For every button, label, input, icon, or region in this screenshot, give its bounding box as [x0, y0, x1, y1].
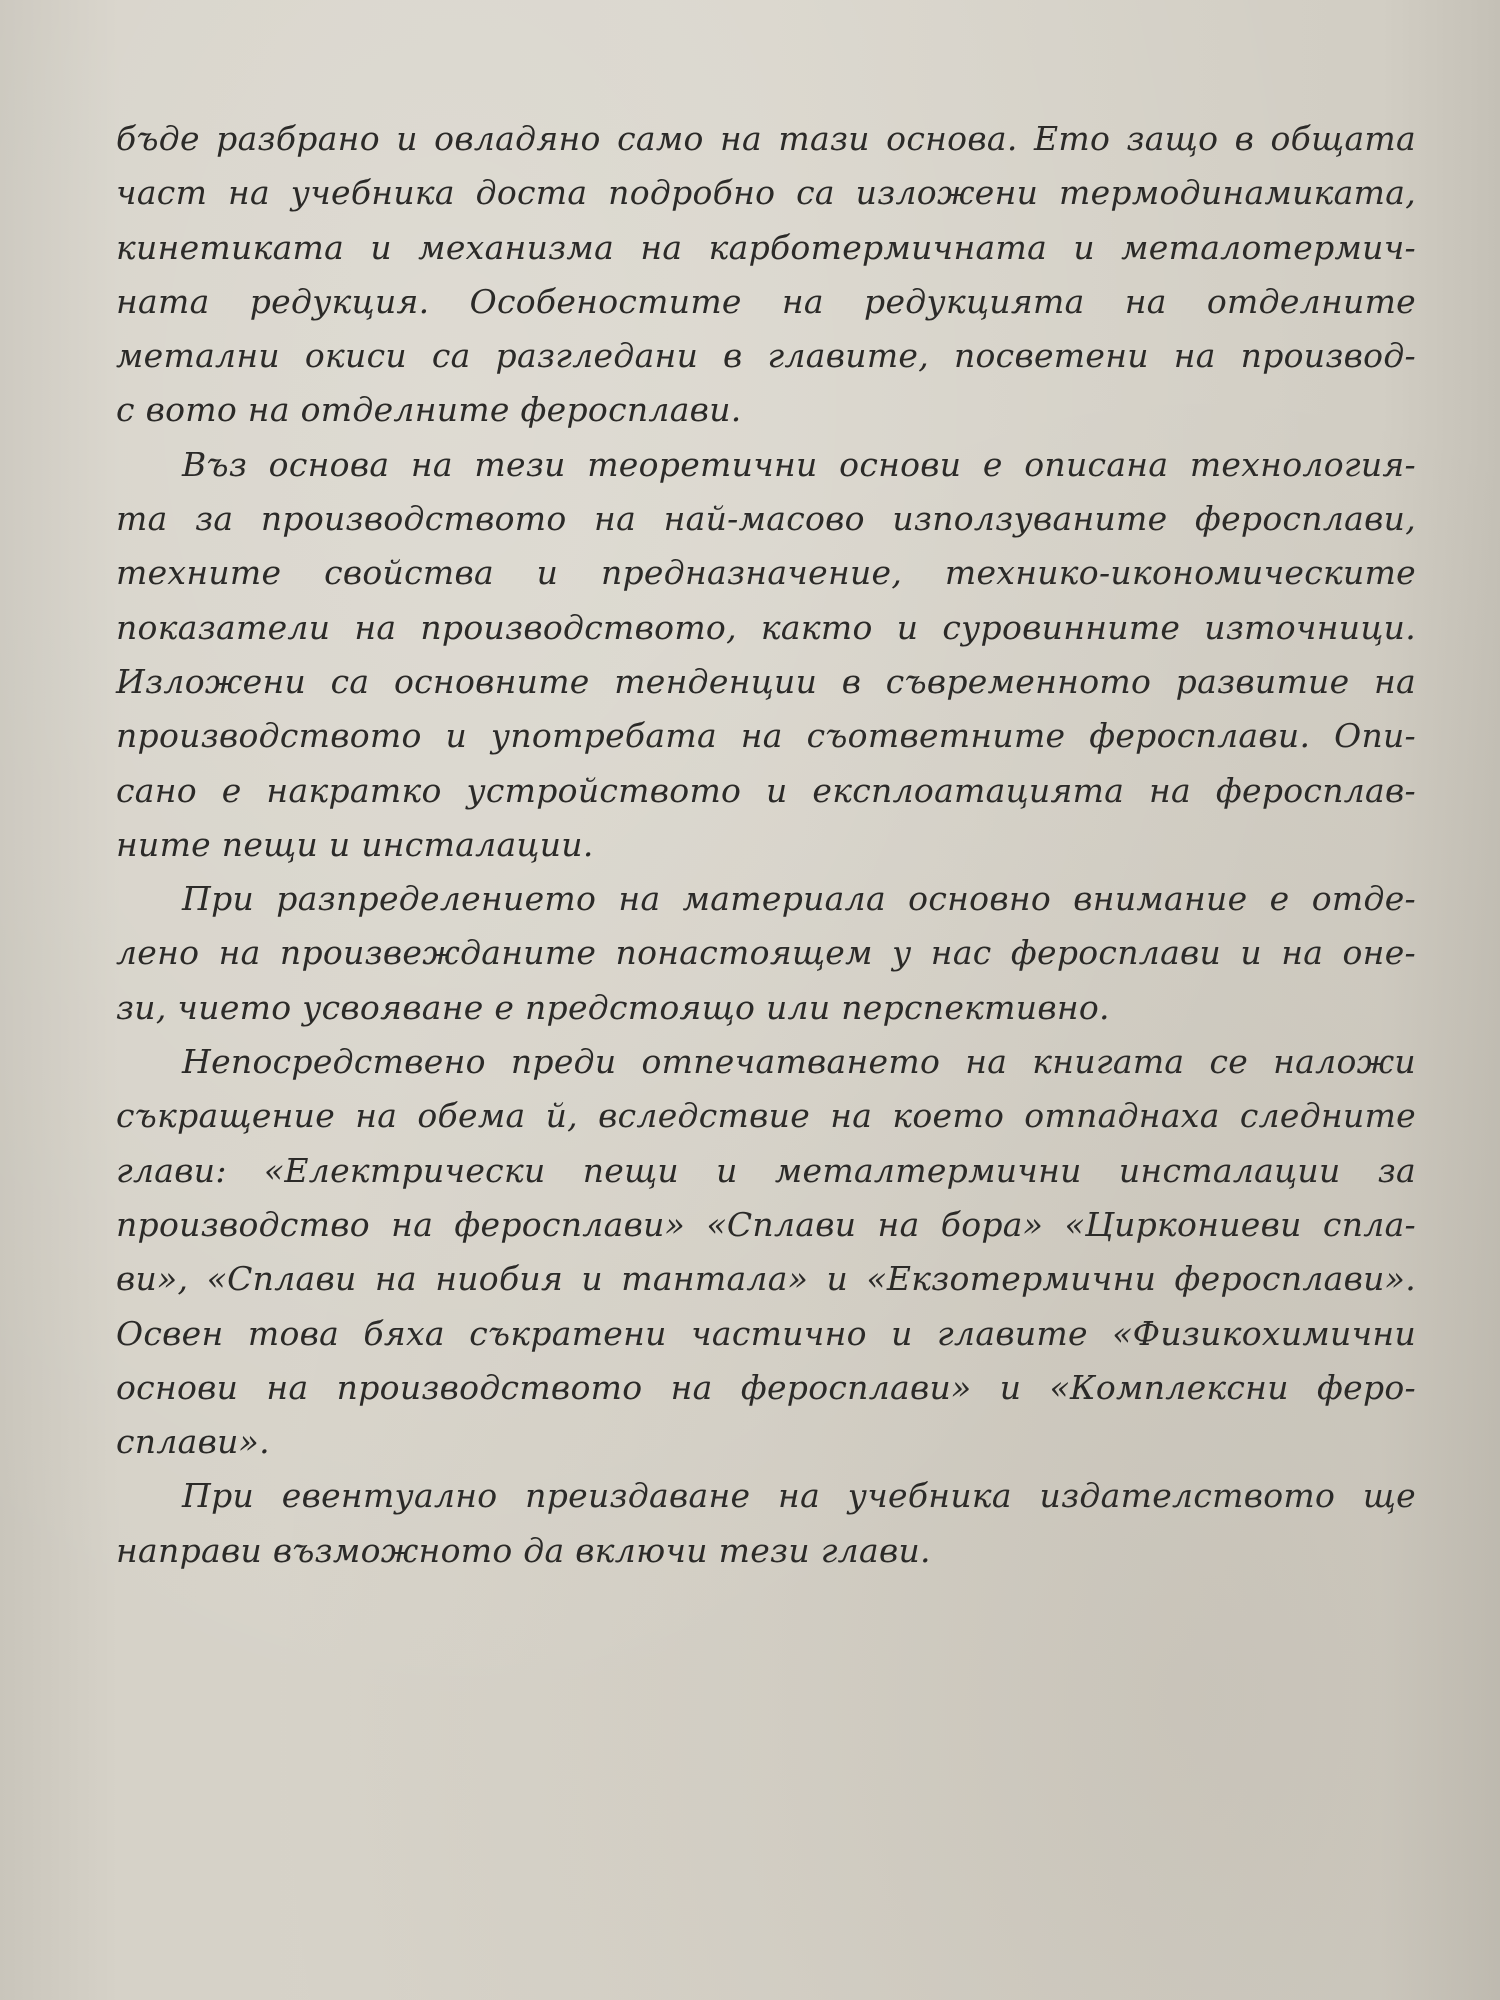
text-line: глави: «Електрически пещи и металтермични инсталации за [116, 1150, 1416, 1190]
text-line: ните пещи и инсталации. [116, 824, 594, 864]
text-line: метални окиси са разгледани в главите, посветени на производ- [116, 336, 1416, 376]
text-line: направи възможното да включи тези глави. [116, 1530, 931, 1570]
text-line: бъде разбрано и овладяно само на тази основа. Ето защо в общата [116, 119, 1416, 158]
text-line: Изложени са основните тенденции в съвременното развитие на [116, 661, 1416, 701]
text-line: Непосредствено преди отпечатването на книгата се наложи [182, 1042, 1416, 1082]
page-text [116, 112, 1416, 1578]
text-line: сплави». [116, 1422, 270, 1462]
text-line: производството и употребата на съответните феросплави. Опи- [116, 716, 1416, 756]
paragraph-1 [116, 112, 1416, 438]
text-line: лено на произвежданите понастоящем у нас феросплави и на оне- [116, 933, 1416, 973]
text-line: производство на феросплави» «Сплави на бора» «Циркониеви спла- [116, 1204, 1416, 1244]
paragraph-3 [116, 872, 1416, 1035]
paragraph-5 [116, 1469, 1416, 1578]
text-line: кинетиката и механизма на карботермичната и металотермич- [116, 227, 1416, 267]
text-line: При разпределението на материала основно внимание е отде- [182, 879, 1416, 919]
paragraph-2 [116, 438, 1416, 872]
text-line: Освен това бяха съкратени частично и главите «Физикохимични [116, 1313, 1416, 1353]
text-line: основи на производството на феросплави» и «Комплексни феро- [116, 1367, 1416, 1407]
text-line: Въз основа на тези теоретични основи е описана технология- [182, 444, 1416, 484]
text-line: При евентуално преиздаване на учебника издателството ще [182, 1476, 1416, 1516]
text-line: техните свойства и предназначение, технико-икономическите [116, 553, 1416, 593]
paragraph-4 [116, 1035, 1416, 1469]
text-line: ната редукция. Особеностите на редукцията на отделните [116, 281, 1416, 321]
text-line: зи, чието усвояване е предстоящо или перспективно. [116, 987, 1110, 1027]
text-line: показатели на производството, както и суровинните източници. [116, 607, 1416, 647]
text-line: с вото на отделните феросплави. [116, 390, 742, 430]
text-line: съкращение на обема й, вследствие на което отпаднаха следните [116, 1096, 1416, 1136]
text-line: сано е накратко устройството и експлоатацията на феросплав- [116, 770, 1416, 810]
text-line: та за производството на най-масово използуваните феросплави, [116, 499, 1416, 539]
text-line: част на учебника доста подробно са изложени термодинамиката, [116, 173, 1416, 213]
text-line: ви», «Сплави на ниобия и тантала» и «Екзотермични феросплави». [116, 1259, 1416, 1299]
